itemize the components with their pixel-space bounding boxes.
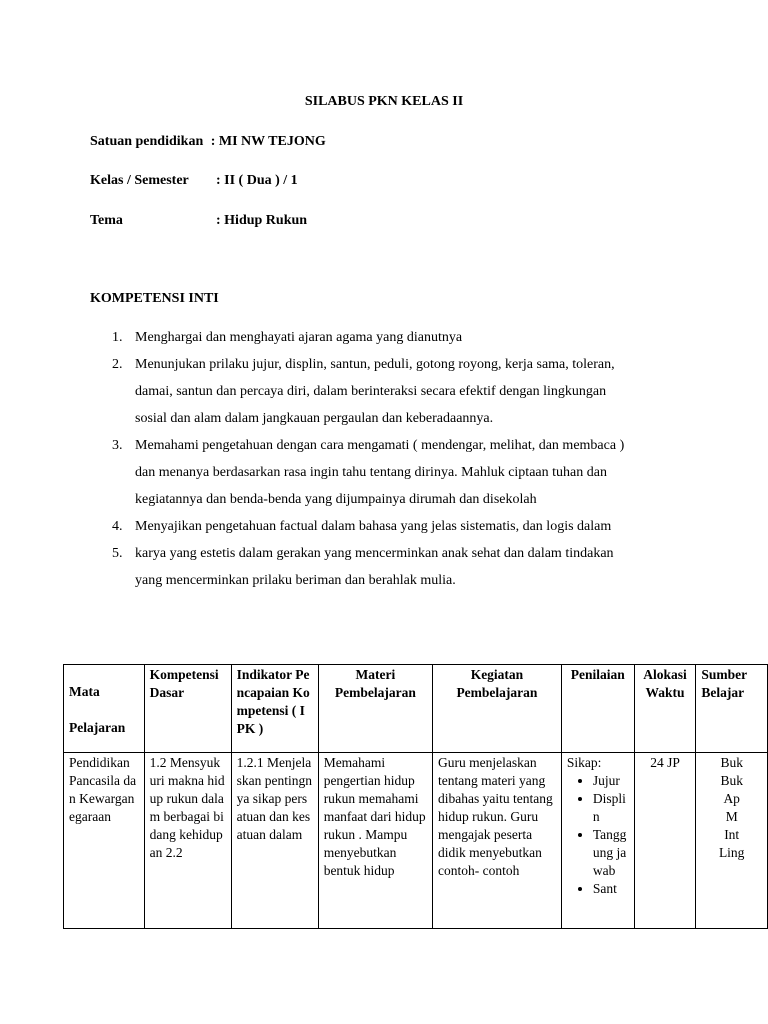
list-item: • Jujur bbox=[593, 772, 629, 790]
syllabus-table bbox=[63, 664, 768, 929]
list-item-number: 2. bbox=[112, 357, 123, 372]
list-item-number: 3. bbox=[112, 438, 123, 453]
cell-sumber: Buk Buk Ap M Int Ling bbox=[696, 753, 768, 929]
satuan-label: Satuan pendidikan bbox=[90, 134, 204, 149]
sikap-label: Sikap: bbox=[566, 755, 602, 770]
list-item-line: Menunjukan prilaku jujur, displin, santun, peduli, gotong royong, kerja sama, toleran, bbox=[135, 357, 615, 372]
cell-ipk: 1.2.1 Menjelaskan pentingnya sikap persatuan dan kesatuan dalam bbox=[231, 753, 318, 929]
page-title: SILABUS PKN KELAS II bbox=[304, 94, 464, 109]
cell-kompetensi-dasar: 1.2 Mensyukuri makna hidup rukun dalam berbagai bidang kehidupan 2.2 bbox=[144, 753, 231, 929]
list-item-line: Menghargai dan menghayati ajaran agama yang dianutnya bbox=[135, 330, 463, 345]
header-kegiatan: Kegiatan Pembelajaran bbox=[433, 665, 562, 753]
list-item-number: 5. bbox=[112, 546, 123, 561]
kelas-label: Kelas / Semester bbox=[90, 173, 189, 188]
list-item-line: sosial dan alam dalam jangkauan pergaulan dan keberadaannya. bbox=[135, 411, 494, 426]
header-sumber: Sumber Belajar bbox=[696, 665, 768, 753]
list-item-line: Menyajikan pengetahuan factual dalam bahasa yang jelas sistematis, dan logis dalam bbox=[135, 519, 612, 534]
sikap-list bbox=[567, 772, 629, 898]
cell-alokasi: 24 JP bbox=[634, 753, 696, 929]
list-item-line: kegiatannya dan benda-benda yang dijumpainya dirumah dan disekolah bbox=[135, 492, 537, 507]
table-header-row bbox=[64, 665, 768, 753]
list-item-line: yang mencerminkan prilaku beriman dan berahlak mulia. bbox=[135, 573, 456, 588]
list-item-number: 1. bbox=[112, 330, 123, 345]
list-item-line: dan menanya berdasarkan rasa ingin tahu tentang dirinya. Mahluk ciptaan tuhan dan bbox=[135, 465, 607, 480]
list-item-line: damai, santun dan percaya diri, dalam berinteraksi secara efektif dengan lingkungan bbox=[135, 384, 607, 399]
list-item: • Displin bbox=[593, 790, 629, 826]
cell-mata-pelajaran: Pendidikan Pancasila dan Kewarganegaraan bbox=[64, 753, 145, 929]
list-item-line: karya yang estetis dalam gerakan yang mencerminkan anak sehat dan dalam tindakan bbox=[135, 546, 614, 561]
tema-value: : Hidup Rukun bbox=[216, 213, 308, 228]
header-alokasi: Alokasi Waktu bbox=[634, 665, 696, 753]
header-materi: Materi Pembelajaran bbox=[318, 665, 432, 753]
list-item-line: Memahami pengetahuan dengan cara mengamati ( mendengar, melihat, dan membaca ) bbox=[135, 438, 625, 453]
satuan-value: : MI NW TEJONG bbox=[210, 134, 326, 149]
table-row bbox=[64, 753, 768, 929]
header-mata-pelajaran: Mata Pelajaran bbox=[64, 665, 145, 753]
header-penilaian: Penilaian bbox=[561, 665, 634, 753]
cell-penilaian bbox=[561, 753, 634, 929]
info-tema bbox=[90, 213, 390, 229]
list-item-number: 4. bbox=[112, 519, 123, 534]
section-heading: KOMPETENSI INTI bbox=[90, 291, 219, 306]
kelas-value: : II ( Dua ) / 1 bbox=[216, 173, 298, 188]
cell-kegiatan: Guru menjelaskan tentang materi yang dibahas yaitu tentang hidup rukun. Guru mengajak peserta didik menyebutkan contoh- contoh bbox=[433, 753, 562, 929]
info-kelas bbox=[90, 173, 390, 189]
header-ipk: Indikator Pencapaian Kompetensi ( IPK ) bbox=[231, 665, 318, 753]
cell-materi: Memahami pengertian hidup rukun memahami manfaat dari hidup rukun . Mampu menyebutkan bentuk hidup bbox=[318, 753, 432, 929]
list-item: • Sant bbox=[593, 880, 629, 898]
info-satuan bbox=[90, 134, 326, 150]
list-item: • Tanggung jawab bbox=[593, 826, 629, 880]
tema-label: Tema bbox=[90, 213, 123, 228]
header-kompetensi-dasar: Kompetensi Dasar bbox=[144, 665, 231, 753]
